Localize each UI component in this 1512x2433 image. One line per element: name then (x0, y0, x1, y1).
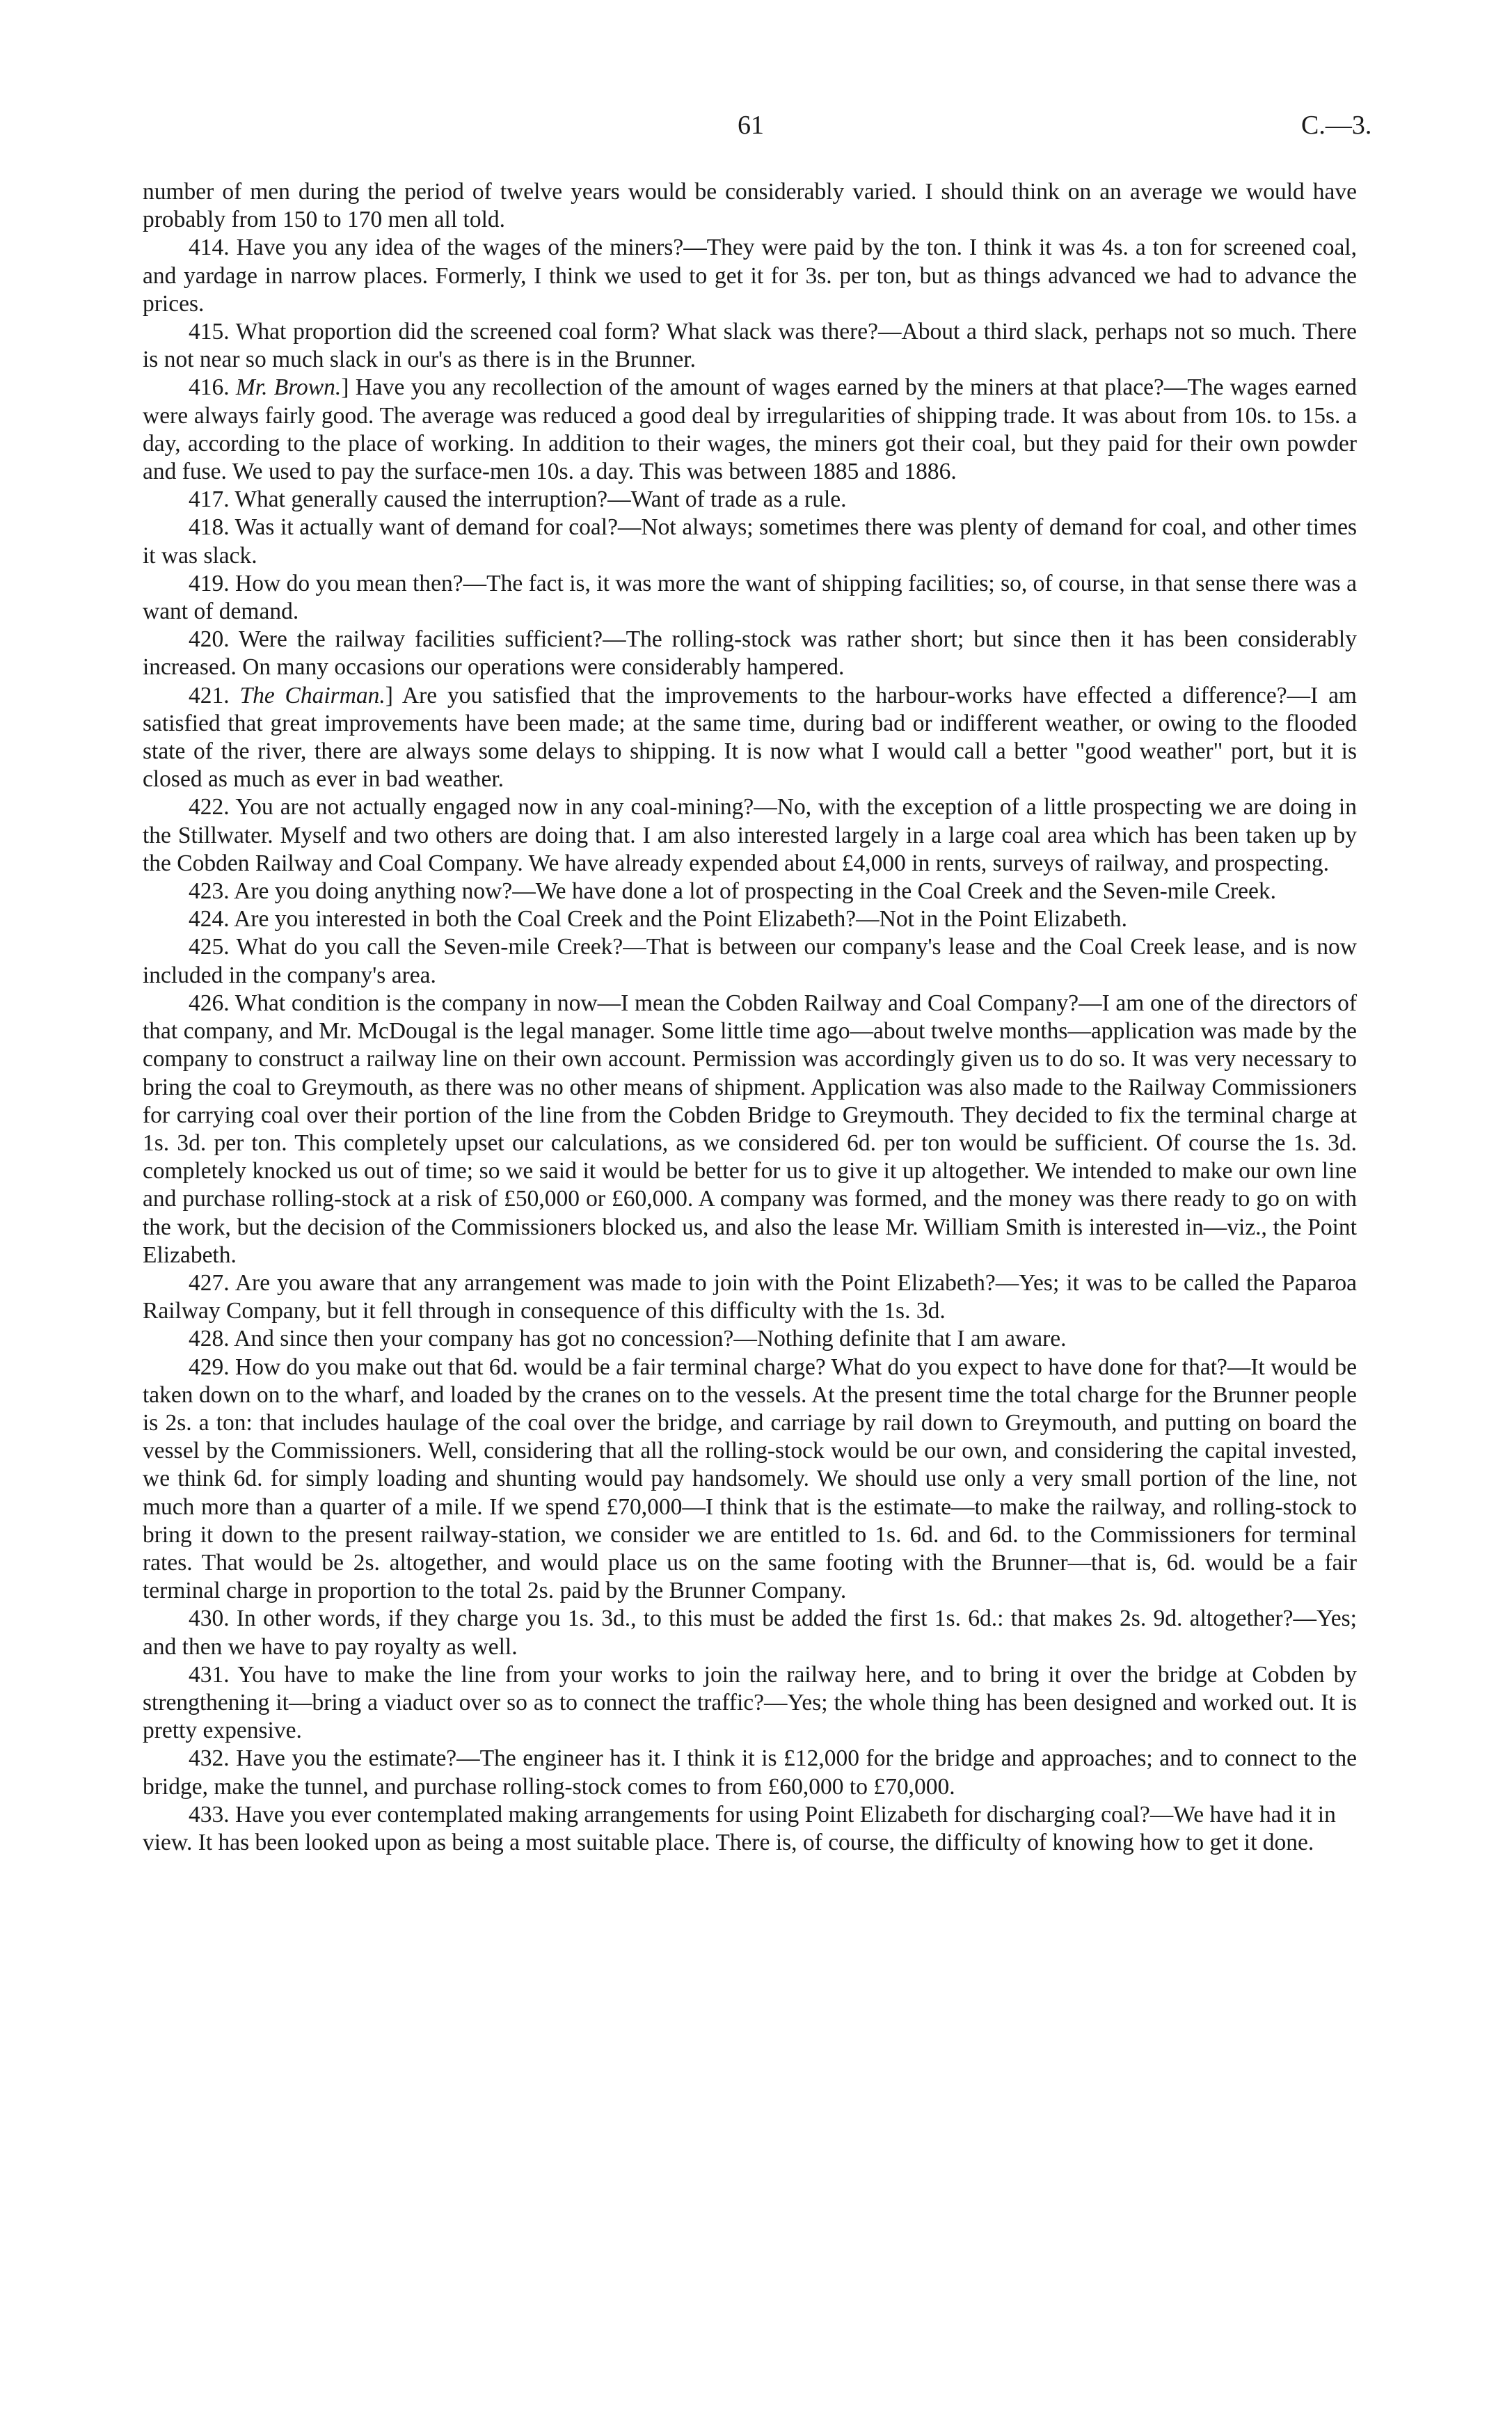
question-text: ] Are you satisfied that the improvements to the harbour-works have effected a difference?—I am satisfied that great improvements have been made; at the same time, during bad or indifferent weather, or owing to the flooded state of the river, there are always some delays to shipping. It is now what I would call a better "good weather" port, but it is closed as much as ever in bad weather. (143, 682, 1357, 793)
question-418: 418. Was it actually want of demand for coal?—Not always; sometimes there was plenty of demand for coal, and other times it was slack. (143, 514, 1357, 569)
question-425: 425. What do you call the Seven-mile Creek?—That is between our company's lease and the Coal Creek lease, and is now included in the company's area. (143, 934, 1357, 988)
question-422: 422. You are not actually engaged now in any coal-mining?—No, with the exception of a little prospecting we are doing in the Stillwater. Myself and two others are doing that. I am also interested largely in a large coal area which has been taken up by the Cobden Railway and Coal Company. We have already expended about £4,000 in rents, surveys of railway, and prospecting. (143, 794, 1357, 876)
question-426: 426. What condition is the company in now—I mean the Cobden Railway and Coal Company?—I am one of the directors of that company, and Mr. McDougal is the legal manager. Some little time ago—about twelve months—application was made by the company to construct a railway line on their own account. Permission was accordingly given us to do so. It was very necessary to bring the coal to Greymouth, as there was no other means of shipment. Application was also made to the Railway Commissioners for carrying coal over their portion of the line from the Cobden Bridge to Greymouth. They decided to fix the terminal charge at 1s. 3d. per ton. This completely upset our calculations, as we considered 6d. per ton would be sufficient. Of course the 1s. 3d. completely knocked us out of time; so we said it would be better for us to give it up altogether. We intended to make our own line and purchase rolling-stock at a risk of £50,000 or £60,000. A company was formed, and the money was there ready to go on with the work, but the decision of the Commissioners blocked us, and also the lease Mr. William Smith is interested in—viz., the Point Elizabeth. (143, 990, 1357, 1268)
question-433: 433. Have you ever contemplated making arrangements for using Point Elizabeth for discharging coal?—We have had it in view. It has been looked upon as being a most suitable place. There is, of course, the difficulty of knowing how to get it done. (143, 1801, 1336, 1855)
question-421 (143, 682, 1357, 794)
page-number: 61 (738, 111, 764, 140)
question-428: 428. And since then your company has got no concession?—Nothing definite that I am aware. (189, 1326, 1067, 1352)
page-body (143, 178, 1357, 1857)
question-420: 420. Were the railway facilities sufficient?—The rolling-stock was rather short; but since then it has been considerably increased. On many occasions our operations were considerably hampered. (143, 626, 1357, 681)
question-427: 427. Are you aware that any arrangement was made to join with the Point Elizabeth?—Yes; it was to be called the Paparoa Railway Company, but it fell through in consequence of this difficulty with the 1s. 3d. (143, 1269, 1357, 1324)
question-417: 417. What generally caused the interruption?—Want of trade as a rule. (189, 486, 847, 513)
question-429: 429. How do you make out that 6d. would be a fair terminal charge? What do you expect to have done for that?—It would be taken down on to the wharf, and loaded by the cranes on to the vessels. At the present time the total charge for the Brunner people is 2s. a ton: that includes haulage of the coal over the bridge, and carriage by rail down to Greymouth, and putting on board the vessel by the Commissioners. Well, considering that all the rolling-stock would be our own, and considering the capital invested, we think 6d. for simply loading and shunting would pay handsomely. We should use only a very small portion of the line, not much more than a quarter of a mile. If we spend £70,000—I think that is the estimate—to make the railway, and rolling-stock to bring it down to the present railway-station, we consider we are entitled to 1s. 6d. and 6d. to the Commissioners for terminal rates. That would be 2s. altogether, and would place us on the same footing with the Brunner—that is, 6d. would be a fair terminal charge in proportion to the total 2s. paid by the Brunner Company. (143, 1354, 1357, 1604)
question-430: 430. In other words, if they charge you 1s. 3d., to this must be added the first 1s. 6d.: that makes 2s. 9d. altogether?—Yes; and then we have to pay royalty as well. (143, 1606, 1357, 1660)
question-415: 415. What proportion did the screened coal form? What slack was there?—About a third slack, perhaps not so much. There is not near so much slack in our's as there is in the Brunner. (143, 319, 1357, 373)
question-text: ] Have you any recollection of the amount of wages earned by the miners at that place?—The wages earned were always fairly good. The average was reduced a good deal by irregularities of shipping trade. It was about from 10s. to 15s. a day, according to the place of working. In addition to their wages, the miners got their coal, but they paid for their own powder and fuse. We used to pay the surface-men 10s. a day. This was between 1885 and 1886. (143, 374, 1358, 485)
question-432: 432. Have you the estimate?—The engineer has it. I think it is £12,000 for the bridge and approaches; and to connect to the bridge, make the tunnel, and purchase rolling-stock comes to from £60,000 to £70,000. (143, 1745, 1357, 1800)
question-414: 414. Have you any idea of the wages of the miners?—They were paid by the ton. I think it was 4s. a ton for screened coal, and yardage in narrow places. Formerly, I think we used to get it for 3s. per ton, but as things advanced we had to advance the prices. (143, 235, 1357, 317)
document-code: C.—3. (1301, 111, 1372, 140)
speaker-name: The Chairman. (239, 682, 385, 708)
question-number: 416. (189, 374, 236, 401)
question-419: 419. How do you mean then?—The fact is, it was more the want of shipping facilities; so, of course, in that sense there was a want of demand. (143, 570, 1357, 625)
question-416 (143, 374, 1357, 486)
question-424: 424. Are you interested in both the Coal Creek and the Point Elizabeth?—Not in the Point Elizabeth. (189, 906, 1128, 933)
question-423: 423. Are you doing anything now?—We have done a lot of prospecting in the Coal Creek and the Seven-mile Creek. (189, 878, 1277, 905)
paragraph-continued: number of men during the period of twelve years would be considerably varied. I should think on an average we would have probably from 150 to 170 men all told. (143, 179, 1357, 233)
question-number: 421. (189, 682, 240, 708)
question-431: 431. You have to make the line from your works to join the railway here, and to bring it over the bridge at Cobden by strengthening it—bring a viaduct over so as to connect the traffic?—Yes; the whole thing has been designed and worked out. It is pretty expensive. (143, 1661, 1357, 1744)
speaker-name: Mr. Brown. (235, 374, 342, 401)
